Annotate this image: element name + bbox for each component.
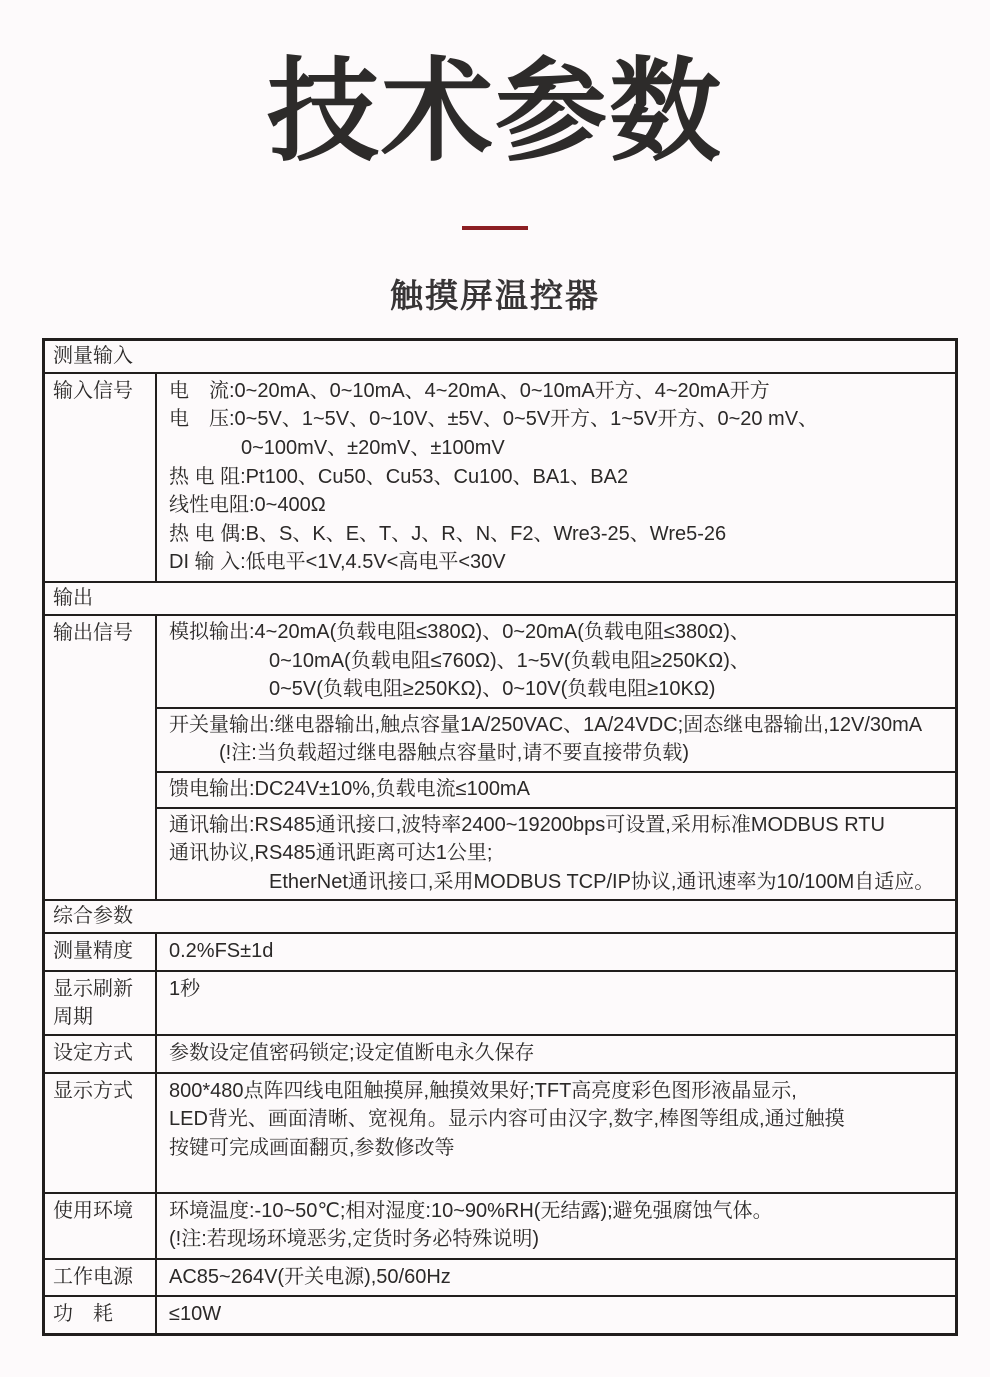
- section-header-general: 综合参数: [45, 899, 955, 932]
- spec-line: 0.2%FS±1d: [169, 940, 274, 963]
- row-label: 工作电源: [45, 1260, 157, 1296]
- spec-line: 通讯协议,RS485通讯距离可达1公里;: [169, 842, 493, 865]
- spec-line: 热 电 偶:B、S、K、E、T、J、R、N、F2、Wre3-25、Wre5-26: [169, 522, 727, 545]
- spec-line: 热 电 阻:Pt100、Cu50、Cu53、Cu100、BA1、BA2: [169, 465, 629, 488]
- row-label: 设定方式: [45, 1036, 157, 1072]
- spec-line: 环境温度:-10~50℃;相对湿度:10~90%RH(无结露);避免强腐蚀气体。: [169, 1199, 773, 1222]
- spec-line: AC85~264V(开关电源),50/60Hz: [169, 1265, 451, 1288]
- spec-line: 800*480点阵四线电阻触摸屏,触摸效果好;TFT高亮度彩色图形液晶显示,: [169, 1079, 797, 1102]
- spec-line: 电 流:0~20mA、0~10mA、4~20mA、0~10mA开方、4~20mA开方: [169, 379, 770, 402]
- table-row-input-signal: [45, 372, 955, 581]
- page-header: [0, 38, 990, 317]
- table-row-power-supply: [45, 1258, 955, 1296]
- table-row-power-consumption: [45, 1295, 955, 1333]
- spec-line: DI 输 入:低电平<1V,4.5V<高电平<30V: [169, 551, 506, 574]
- page-title: 技术参数: [267, 49, 723, 174]
- row-label: 显示方式: [45, 1074, 157, 1192]
- spec-line: 1秒: [169, 977, 201, 1000]
- row-value: [157, 616, 955, 899]
- spec-line: 线性电阻:0~400Ω: [169, 494, 326, 517]
- row-value: [157, 1074, 955, 1192]
- spec-line: (!注:当负载超过继电器触点容量时,请不要直接带负载): [219, 742, 689, 765]
- table-row-environment: [45, 1192, 955, 1258]
- product-subtitle: 触摸屏温控器: [390, 276, 600, 314]
- spec-line: (!注:若现场环境恶劣,定货时务必特殊说明): [169, 1228, 539, 1251]
- row-value: [157, 1194, 955, 1258]
- spec-line: ≤10W: [169, 1303, 222, 1326]
- section-header-output: 输出: [45, 581, 955, 614]
- row-label: 输入信号: [45, 374, 157, 581]
- table-row-accuracy: [45, 932, 955, 970]
- table-row-output-signal: [45, 614, 955, 899]
- spec-line: LED背光、画面清晰、宽视角。显示内容可由汉字,数字,棒图等组成,通过触摸: [169, 1108, 845, 1131]
- sub-cell-analog-output: [157, 616, 955, 707]
- spec-line: 0~5V(负载电阻≥250KΩ)、0~10V(负载电阻≥10KΩ): [269, 678, 716, 701]
- spec-line: 开关量输出:继电器输出,触点容量1A/250VAC、1A/24VDC;固态继电器输出,12V/30mA: [169, 713, 923, 736]
- row-label: 输出信号: [45, 616, 157, 899]
- title-divider: [462, 226, 528, 230]
- table-row-setting-mode: [45, 1034, 955, 1072]
- spec-line: 0~10mA(负载电阻≤760Ω)、1~5V(负载电阻≥250KΩ)、: [269, 649, 750, 672]
- sub-cell-feed-output: [157, 771, 955, 807]
- spec-line: 电 压:0~5V、1~5V、0~10V、±5V、0~5V开方、1~5V开方、0~20 mV、: [169, 408, 819, 431]
- row-label: 使用环境: [45, 1194, 157, 1258]
- row-label: 测量精度: [45, 934, 157, 970]
- table-row-display-mode: [45, 1072, 955, 1192]
- section-header-measure-input: 测量输入: [53, 344, 133, 367]
- spec-line: 参数设定值密码锁定;设定值断电永久保存: [169, 1041, 535, 1064]
- spec-table: [42, 338, 958, 1336]
- spec-line: EtherNet通讯接口,采用MODBUS TCP/IP协议,通讯速率为10/100M自适应。: [269, 870, 935, 893]
- row-label: 显示刷新周期: [45, 972, 157, 1034]
- row-value: [157, 374, 955, 581]
- spec-line: 模拟输出:4~20mA(负载电阻≤380Ω)、0~20mA(负载电阻≤380Ω)、: [169, 620, 750, 643]
- table-row-refresh-period: [45, 970, 955, 1034]
- spec-line: 0~100mV、±20mV、±100mV: [241, 437, 505, 460]
- sub-cell-switch-output: [157, 707, 955, 771]
- row-label: 功 耗: [45, 1297, 157, 1333]
- spec-line: 通讯输出:RS485通讯接口,波特率2400~19200bps可设置,采用标准MODBUS RTU: [169, 813, 885, 836]
- spec-line: 馈电输出:DC24V±10%,负载电流≤100mA: [169, 777, 530, 800]
- sub-cell-comm-output: [157, 807, 955, 900]
- spec-line: 按键可完成画面翻页,参数修改等: [169, 1136, 455, 1159]
